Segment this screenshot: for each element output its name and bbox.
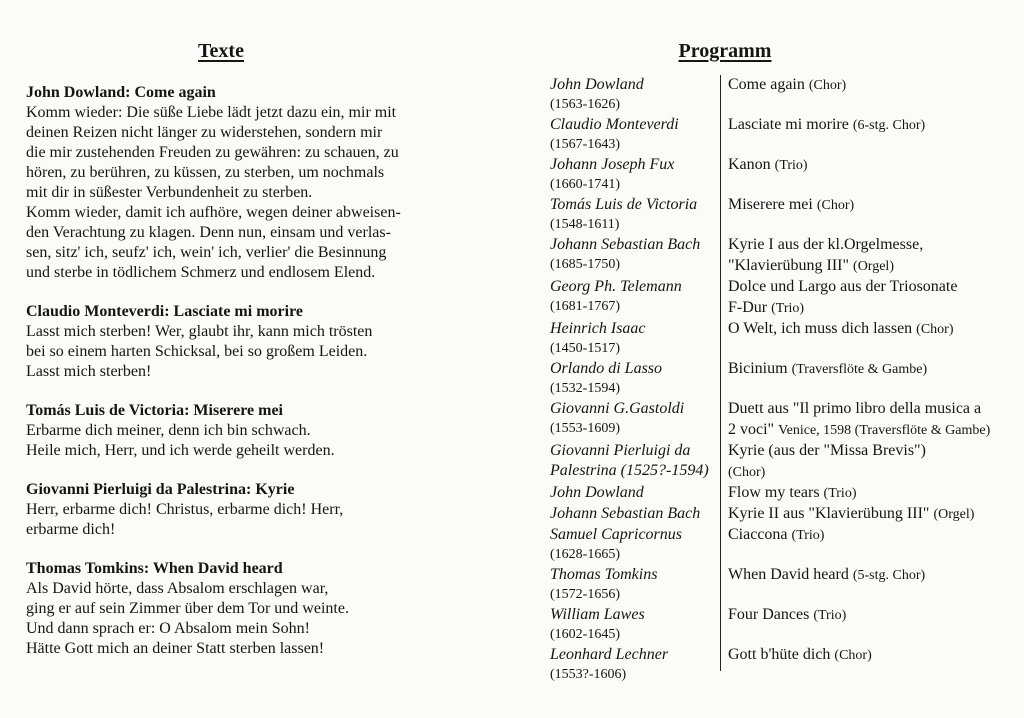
piece-line bbox=[728, 645, 1012, 666]
text-block-title: Claudio Monteverdi: Lasciate mi morire bbox=[26, 303, 303, 320]
piece-line bbox=[728, 256, 1012, 277]
text-block-title: John Dowland: Come again bbox=[26, 84, 216, 101]
program-row bbox=[550, 483, 1012, 504]
composer-dates: (1681-1767) bbox=[550, 299, 620, 314]
program-row bbox=[550, 605, 1012, 645]
composer-dates: (1563-1626) bbox=[550, 97, 620, 112]
program-row bbox=[550, 565, 1012, 605]
program-row bbox=[550, 399, 1012, 441]
column-divider bbox=[720, 75, 721, 671]
composer-name: Samuel Capricornus bbox=[550, 526, 682, 543]
piece-note: (Chor) bbox=[834, 648, 872, 663]
piece-note: (6-stg. Chor) bbox=[852, 118, 926, 133]
composer-cell bbox=[550, 75, 726, 115]
composer-dates: (1628-1665) bbox=[550, 547, 620, 562]
text-blocks bbox=[26, 83, 446, 659]
piece-note: (Trio) bbox=[813, 608, 847, 623]
piece-line bbox=[728, 605, 1012, 626]
composer-cell bbox=[550, 504, 726, 525]
composer-cell bbox=[550, 195, 726, 235]
composer-cell bbox=[550, 277, 726, 319]
piece-note: (Chor) bbox=[728, 465, 766, 480]
piece-note: (Trio) bbox=[791, 528, 825, 543]
piece-title: Flow my tears bbox=[728, 484, 824, 501]
programm-column bbox=[550, 38, 1012, 685]
piece-cell bbox=[726, 235, 1012, 277]
composer-cell bbox=[550, 399, 726, 441]
piece-line bbox=[728, 115, 1012, 136]
text-line: Komm wieder: Die süße Liebe lädt jetzt dazu ein, mir mit bbox=[26, 104, 397, 121]
piece-cell bbox=[726, 399, 1012, 441]
piece-line bbox=[728, 359, 1012, 380]
piece-title: Duett aus "Il primo libro della musica a bbox=[728, 400, 982, 417]
composer-dates: (1450-1517) bbox=[550, 341, 620, 356]
program-row bbox=[550, 155, 1012, 195]
composer-dates: (1553-1609) bbox=[550, 421, 620, 436]
piece-title: Kyrie I aus der kl.Orgelmesse, bbox=[728, 236, 924, 253]
composer-dates: (1532-1594) bbox=[550, 381, 620, 396]
program-row bbox=[550, 235, 1012, 277]
text-line: Und dann sprach er: O Absalom mein Sohn! bbox=[26, 620, 310, 637]
composer-cell bbox=[550, 645, 726, 685]
program-row bbox=[550, 319, 1012, 359]
piece-title: Ciaccona bbox=[728, 526, 792, 543]
composer-dates: (1602-1645) bbox=[550, 627, 620, 642]
piece-title: Kyrie II aus "Klavierübung III" bbox=[728, 505, 934, 522]
piece-note: (5-stg. Chor) bbox=[852, 568, 926, 583]
piece-title: F-Dur bbox=[728, 299, 772, 316]
piece-title: O Welt, ich muss dich lassen bbox=[728, 320, 917, 337]
piece-cell bbox=[726, 525, 1012, 565]
piece-cell bbox=[726, 155, 1012, 195]
composer-dates: (1660-1741) bbox=[550, 177, 620, 192]
composer-name: Claudio Monteverdi bbox=[550, 116, 679, 133]
text-block bbox=[26, 401, 446, 461]
composer-cell bbox=[550, 359, 726, 399]
piece-line bbox=[728, 298, 1012, 319]
piece-note: (Trio) bbox=[771, 301, 805, 316]
composer-name: Johann Joseph Fux bbox=[550, 156, 675, 173]
programm-heading: Programm bbox=[678, 40, 772, 62]
composer-dates: (1525?-1594) bbox=[616, 462, 709, 479]
piece-line bbox=[728, 155, 1012, 176]
piece-line bbox=[728, 75, 1012, 96]
piece-cell bbox=[726, 319, 1012, 359]
text-line: Lasst mich sterben! Wer, glaubt ihr, kann mich trösten bbox=[26, 323, 373, 340]
composer-name: Palestrina bbox=[550, 462, 617, 479]
piece-cell bbox=[726, 75, 1012, 115]
piece-note: (Chor) bbox=[816, 198, 855, 213]
piece-title: Miserere mei bbox=[728, 196, 817, 213]
composer-name: Giovanni G.Gastoldi bbox=[550, 400, 685, 417]
piece-title: Come again bbox=[728, 76, 809, 93]
composer-name: Johann Sebastian Bach bbox=[550, 236, 701, 253]
text-line: Herr, erbarme dich! Christus, erbarme dich! Herr, bbox=[26, 501, 344, 518]
text-line: Heile mich, Herr, und ich werde geheilt werden. bbox=[26, 442, 335, 459]
text-line: erbarme dich! bbox=[26, 521, 116, 538]
piece-title: 2 voci" bbox=[728, 421, 779, 438]
piece-line bbox=[728, 319, 1012, 340]
piece-line bbox=[728, 277, 1012, 298]
text-block bbox=[26, 480, 446, 540]
composer-name: John Dowland bbox=[550, 76, 644, 93]
piece-title: Gott b'hüte dich bbox=[728, 646, 835, 663]
text-line: Komm wieder, damit ich aufhöre, wegen deiner abweisen- bbox=[26, 204, 401, 221]
piece-line bbox=[728, 195, 1012, 216]
piece-cell bbox=[726, 645, 1012, 685]
composer-cell bbox=[550, 441, 726, 483]
piece-line bbox=[728, 565, 1012, 586]
composer-name: Tomás Luis de Victoria bbox=[550, 196, 698, 213]
text-line: mit dir in süßester Verbundenheit zu sterben. bbox=[26, 184, 313, 201]
composer-dates: (1548-1611) bbox=[550, 217, 620, 232]
program-row bbox=[550, 115, 1012, 155]
piece-cell bbox=[726, 115, 1012, 155]
text-line: die mir zustehenden Freuden zu gewähren: zu schauen, zu bbox=[26, 144, 399, 161]
piece-cell bbox=[726, 359, 1012, 399]
piece-title: When David heard bbox=[728, 566, 853, 583]
composer-name: Georg Ph. Telemann bbox=[550, 278, 682, 295]
piece-note: (Trio) bbox=[823, 486, 857, 501]
piece-title: Dolce und Largo aus der Triosonate bbox=[728, 278, 958, 295]
piece-line bbox=[728, 441, 1012, 462]
piece-line bbox=[728, 420, 1012, 441]
text-block bbox=[26, 83, 446, 283]
piece-cell bbox=[726, 483, 1012, 504]
piece-title: Bicinium bbox=[728, 360, 792, 377]
piece-title: Four Dances bbox=[728, 606, 814, 623]
piece-cell bbox=[726, 605, 1012, 645]
piece-cell bbox=[726, 504, 1012, 525]
text-line: Erbarme dich meiner, denn ich bin schwach. bbox=[26, 422, 311, 439]
text-block bbox=[26, 559, 446, 659]
composer-name: Leonhard Lechner bbox=[550, 646, 669, 663]
program-row bbox=[550, 441, 1012, 483]
composer-name: Giovanni Pierluigi da bbox=[550, 442, 691, 459]
piece-cell bbox=[726, 441, 1012, 483]
program-row bbox=[550, 504, 1012, 525]
composer-cell bbox=[550, 565, 726, 605]
text-line: Hätte Gott mich an deiner Statt sterben lassen! bbox=[26, 640, 325, 657]
composer-name: John Dowland bbox=[550, 484, 644, 501]
piece-line bbox=[728, 525, 1012, 546]
piece-line bbox=[728, 504, 1012, 525]
composer-dates: (1567-1643) bbox=[550, 137, 620, 152]
program-row bbox=[550, 195, 1012, 235]
text-block-title: Giovanni Pierluigi da Palestrina: Kyrie bbox=[26, 481, 295, 498]
composer-cell bbox=[550, 525, 726, 565]
program-row bbox=[550, 525, 1012, 565]
piece-note: (Trio) bbox=[774, 158, 808, 173]
piece-cell bbox=[726, 277, 1012, 319]
piece-note: Venice, 1598 (Traversflöte & Gambe) bbox=[778, 423, 991, 438]
piece-note: (Traversflöte & Gambe) bbox=[791, 362, 928, 377]
piece-note: (Orgel) bbox=[853, 259, 894, 274]
piece-title: Lasciate mi morire bbox=[728, 116, 853, 133]
composer-name: Thomas Tomkins bbox=[550, 566, 658, 583]
piece-note: (Orgel) bbox=[933, 507, 975, 522]
text-line: Lasst mich sterben! bbox=[26, 363, 152, 380]
text-line: ging er auf sein Zimmer über dem Tor und weinte. bbox=[26, 600, 349, 617]
program-list bbox=[550, 75, 1012, 685]
piece-line bbox=[728, 462, 1012, 483]
composer-name: Johann Sebastian Bach bbox=[550, 505, 701, 522]
piece-line bbox=[728, 483, 1012, 504]
program-row bbox=[550, 359, 1012, 399]
program-row bbox=[550, 277, 1012, 319]
piece-note: (Chor) bbox=[916, 322, 954, 337]
piece-note: (Chor) bbox=[808, 78, 847, 93]
composer-cell bbox=[550, 483, 726, 504]
text-line: deinen Reizen nicht länger zu widerstehen, sondern mir bbox=[26, 124, 383, 141]
piece-line bbox=[728, 399, 1012, 420]
text-line: und sterbe in tödlichem Schmerz und endlosem Elend. bbox=[26, 264, 376, 281]
text-block-title: Thomas Tomkins: When David heard bbox=[26, 560, 283, 577]
text-line: sen, sitz' ich, seufz' ich, wein' ich, verlier' die Besinnung bbox=[26, 244, 387, 261]
program-row bbox=[550, 75, 1012, 115]
composer-dates: (1553?-1606) bbox=[550, 667, 627, 682]
composer-name: William Lawes bbox=[550, 606, 645, 623]
piece-cell bbox=[726, 195, 1012, 235]
text-line: hören, zu berühren, zu küssen, zu sterben, um nochmals bbox=[26, 164, 385, 181]
composer-cell bbox=[550, 605, 726, 645]
text-line: den Verachtung zu klagen. Denn nun, einsam und verlas- bbox=[26, 224, 391, 241]
text-block-title: Tomás Luis de Victoria: Miserere mei bbox=[26, 402, 283, 419]
composer-name: Orlando di Lasso bbox=[550, 360, 663, 377]
program-row bbox=[550, 645, 1012, 685]
texte-column bbox=[26, 38, 446, 678]
composer-name-line2 bbox=[550, 461, 726, 481]
composer-dates: (1685-1750) bbox=[550, 257, 620, 272]
texte-heading: Texte bbox=[198, 40, 244, 62]
piece-cell bbox=[726, 565, 1012, 605]
composer-cell bbox=[550, 155, 726, 195]
text-block bbox=[26, 302, 446, 382]
piece-title: Kanon bbox=[728, 156, 775, 173]
composer-cell bbox=[550, 235, 726, 277]
composer-dates: (1572-1656) bbox=[550, 587, 620, 602]
text-line: bei so einem harten Schicksal, bei so großem Leiden. bbox=[26, 343, 368, 360]
composer-cell bbox=[550, 115, 726, 155]
composer-cell bbox=[550, 319, 726, 359]
text-line: Als David hörte, dass Absalom erschlagen war, bbox=[26, 580, 329, 597]
piece-line bbox=[728, 235, 1012, 256]
composer-name: Heinrich Isaac bbox=[550, 320, 646, 337]
piece-title: "Klavierübung III" bbox=[728, 257, 854, 274]
piece-title: Kyrie (aus der "Missa Brevis") bbox=[728, 442, 926, 459]
